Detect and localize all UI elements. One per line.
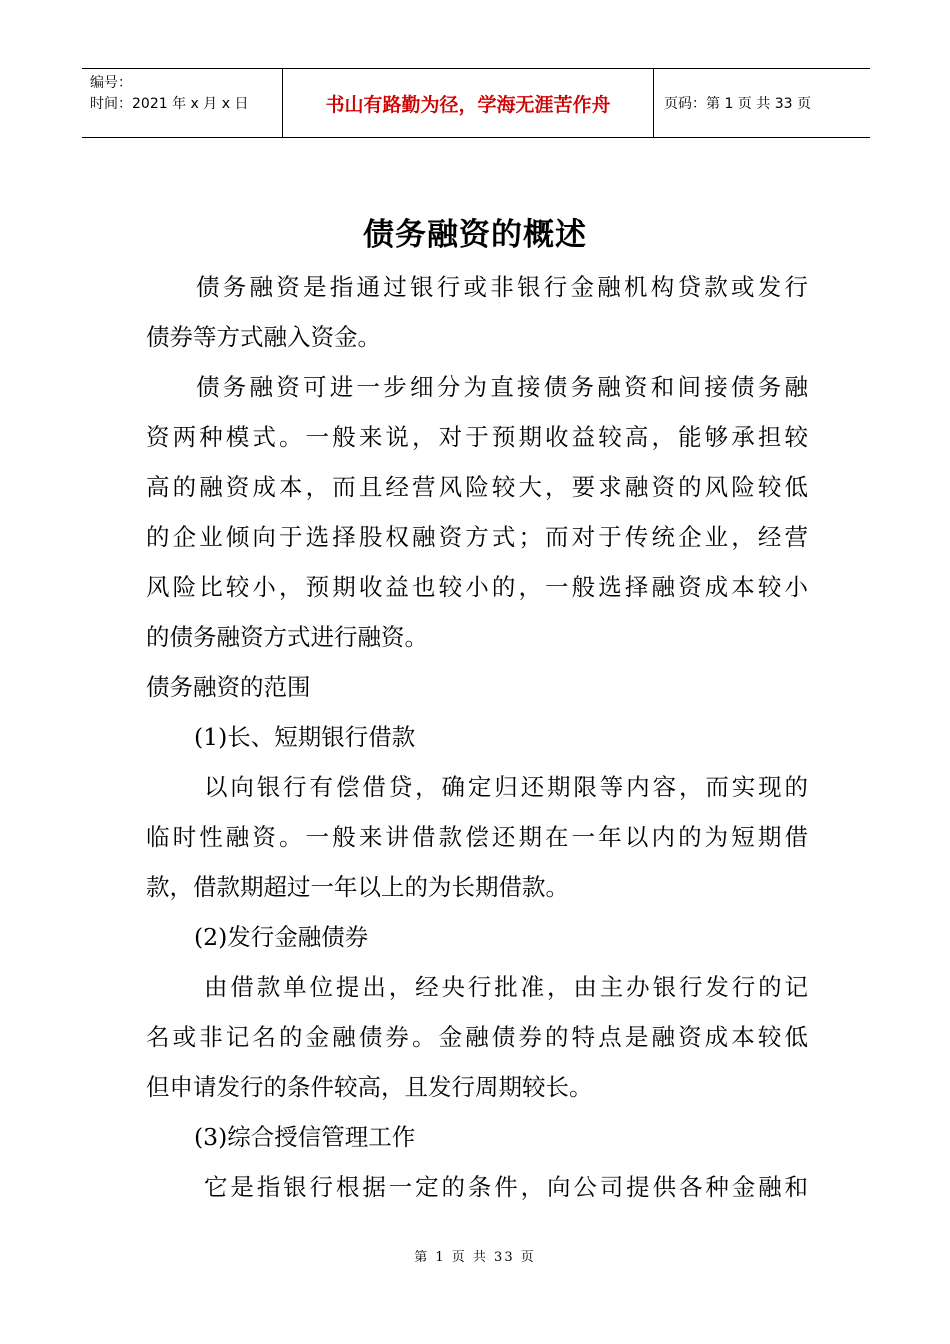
paragraph-line: 名或非记名的金融债券。金融债券的特点是融资成本较低 — [146, 1023, 808, 1051]
document-body — [146, 262, 808, 1212]
page-footer: 第 1 页 共 33 页 — [414, 1250, 536, 1265]
paragraph-line: 它是指银行根据一定的条件，向公司提供各种金融和 — [204, 1173, 808, 1201]
paragraph-line: 款，借款期超过一年以上的为长期借款。 — [146, 873, 569, 901]
paragraph-line: 但申请发行的条件较高，且发行周期较长。 — [146, 1073, 593, 1101]
list-heading: (2)发行金融债券 — [194, 923, 369, 951]
list-heading: (1)长、短期银行借款 — [194, 723, 416, 751]
paragraph-line: 的企业倾向于选择股权融资方式；而对于传统企业，经营 — [146, 523, 808, 551]
paragraph-line: 风险比较小，预期收益也较小的，一般选择融资成本较小 — [146, 573, 808, 601]
paragraph-line: 债券等方式融入资金。 — [146, 323, 381, 351]
document-header — [82, 68, 870, 138]
number-label: 编号： — [90, 75, 132, 91]
paragraph-line: 以向银行有偿借贷，确定归还期限等内容，而实现的 — [204, 773, 808, 801]
document-title: 债务融资的概述 — [363, 217, 587, 253]
header-motto: 书山有路勤为径，学海无涯苦作舟 — [282, 69, 654, 137]
paragraph-line: 临时性融资。一般来讲借款偿还期在一年以内的为短期借 — [146, 823, 808, 851]
paragraph-line: 债务融资可进一步细分为直接债务融资和间接债务融 — [196, 373, 808, 401]
time-label: 时间：2021 年 x 月 x 日 — [90, 96, 249, 112]
header-page-info: 页码：第 1 页 共 33 页 — [664, 96, 811, 112]
list-heading: (3)综合授信管理工作 — [194, 1123, 416, 1151]
paragraph-line: 高的融资成本，而且经营风险较大，要求融资的风险较低 — [146, 473, 808, 501]
section-heading: 债务融资的范围 — [146, 673, 311, 701]
paragraph-line: 的债务融资方式进行融资。 — [146, 623, 428, 651]
paragraph-line: 债务融资是指通过银行或非银行金融机构贷款或发行 — [196, 273, 808, 301]
paragraph-line: 资两种模式。一般来说，对于预期收益较高，能够承担较 — [146, 423, 808, 451]
paragraph-line: 由借款单位提出，经央行批准，由主办银行发行的记 — [204, 973, 808, 1001]
header-meta — [82, 69, 282, 137]
